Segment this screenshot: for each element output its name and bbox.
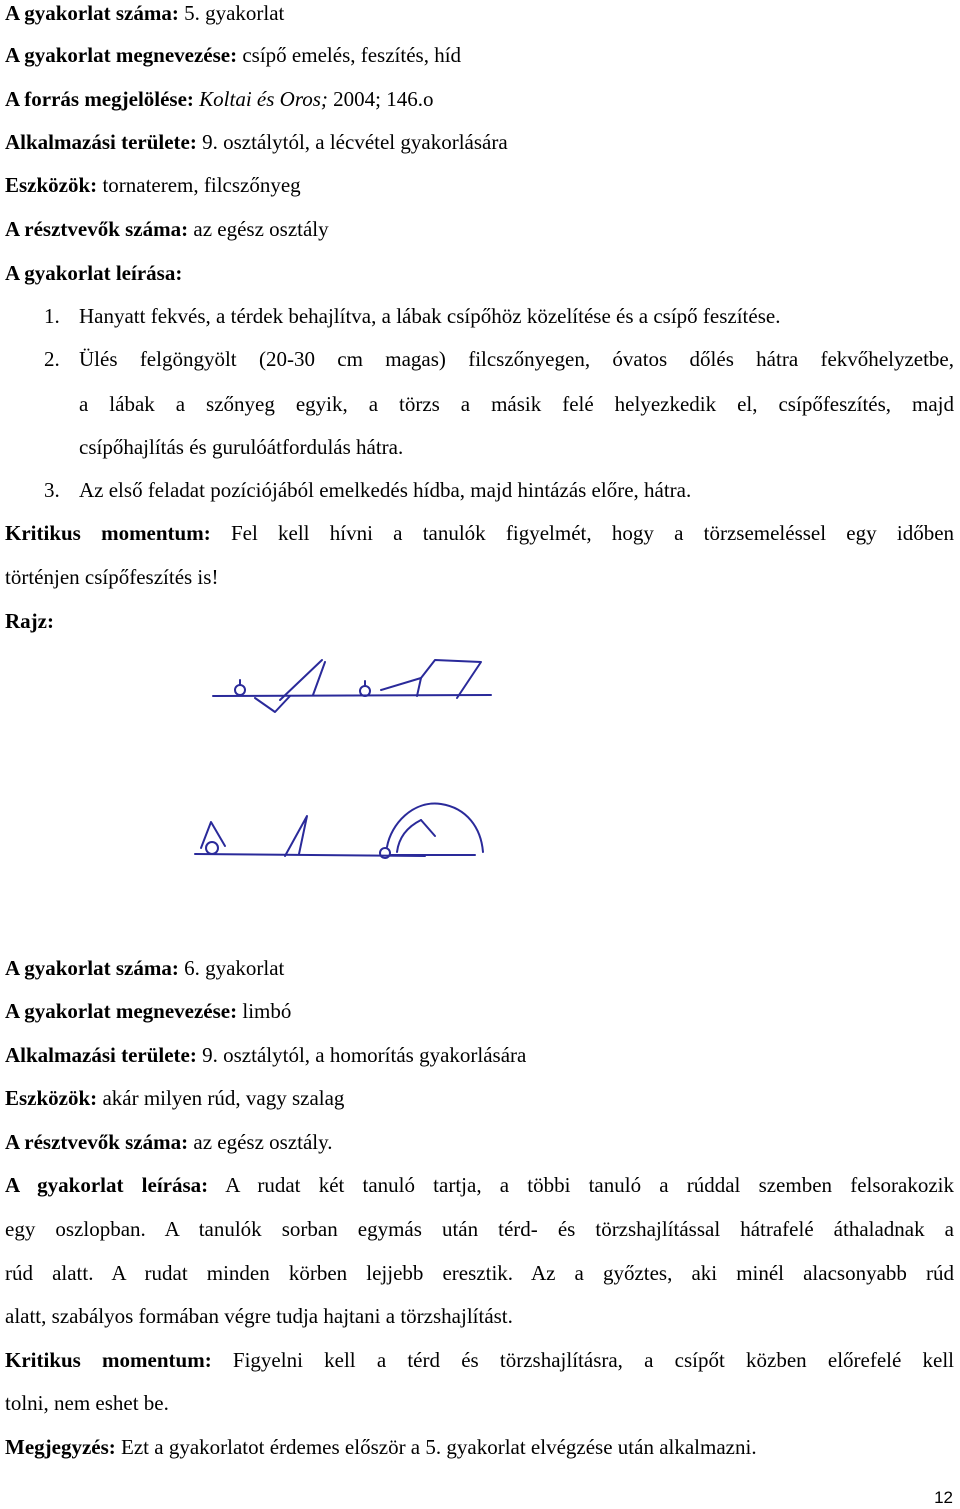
value: akár milyen rúd, vagy szalag [102,1086,345,1110]
value: 6. gyakorlat [184,956,285,980]
source-authors: Koltai és Oros; [199,87,328,111]
ex6-tools [5,1085,954,1111]
ex6-desc [5,1172,954,1198]
legs [255,696,290,712]
ex6-desc-line: alatt, szabályos formában végre tudja hajtani a törzshajlítást. [5,1304,513,1328]
ex5-number [5,0,954,26]
label: Kritikus momentum: [5,521,211,545]
step-line: Ülés felgöngyölt (20-30 cm magas) filcszőnyegen, óvatos dőlés hátra fekvőhelyzetbe, [79,347,954,371]
ex5-source [5,86,954,112]
value: Ezt a gyakorlatot érdemes először a 5. gyakorlat elvégzése után alkalmazni. [121,1435,757,1459]
value: 2004; 146.o [333,87,434,111]
leg [280,660,322,700]
ex5-desc-label [5,260,954,286]
value: limbó [242,999,292,1023]
step-number: 1. [44,304,60,328]
ex5-critical [5,520,954,546]
label: A résztvevők száma: [5,1130,189,1154]
ex5-name [5,42,954,68]
ex6-desc-line: egy oszlopban. A tanulók sorban egymás után térd- és törzshajlítással hátrafelé áthaladnak a [5,1217,954,1241]
label: Megjegyzés: [5,1435,116,1459]
ex5-tools [5,172,954,198]
label: Eszközök: [5,1086,98,1110]
ex6-desc-line: rúd alatt. A rudat minden körben lejjebb eresztik. Az a győztes, aki minél alacsonyabb rúd [5,1261,954,1285]
ex5-participants [5,216,954,242]
value: Figyelni kell a térd és törzshajlításra, a csípőt közben előrefelé kell [232,1348,955,1372]
ex6-area [5,1042,954,1068]
ex6-number [5,955,954,981]
value: A rudat két tanuló tartja, a többi tanuló a rúddal szemben felsorakozik [225,1173,954,1197]
ground-line [213,695,491,696]
ex5-area [5,129,954,155]
label: A gyakorlat megnevezése: [5,999,238,1023]
value: tornaterem, filcszőnyeg [102,173,301,197]
value: Fel kell hívni a tanulók figyelmét, hogy a törzsemeléssel egy időben [230,521,955,545]
label: A résztvevők száma: [5,217,189,241]
value: 5. gyakorlat [184,1,285,25]
ex6-critical-cont: tolni, nem eshet be. [5,1391,169,1415]
ex6-name [5,998,954,1024]
step-line: Az első feladat pozíciójából emelkedés hídba, majd hintázás előre, hátra. [79,478,692,502]
value: az egész osztály [193,217,329,241]
label: A gyakorlat száma: [5,956,179,980]
label: Alkalmazási területe: [5,130,197,154]
label: A forrás megjelölése: [5,87,194,111]
legs [285,816,307,856]
body-arc [387,804,483,852]
value: csípő emelés, feszítés, híd [242,43,462,67]
label: A gyakorlat megnevezése: [5,43,238,67]
ex6-participants [5,1129,954,1155]
ex6-critical [5,1347,954,1373]
step-line: csípőhajlítás és gurulóátfordulás hátra. [79,435,404,459]
torso [381,678,421,696]
label: A gyakorlat leírása: [5,261,183,285]
head [235,685,245,695]
step-number: 3. [44,478,60,502]
label: Eszközök: [5,173,98,197]
step-line: Hanyatt fekvés, a térdek behajlítva, a lábak csípőhöz közelítése és a csípő feszítése. [79,304,781,328]
label: Kritikus momentum: [5,1348,212,1372]
step-line: a lábak a szőnyeg egyik, a törzs a másik felé helyezkedik el, csípőfeszítés, majd [79,392,954,416]
label: Rajz: [5,609,54,633]
head [206,842,218,854]
ex6-note [5,1434,954,1460]
ex5-critical-cont: történjen csípőfeszítés is! [5,565,219,589]
value: 9. osztálytól, a lécvétel gyakorlására [202,130,508,154]
value: az egész osztály. [193,1130,333,1154]
label: A gyakorlat száma: [5,1,179,25]
label: Alkalmazási területe: [5,1043,197,1067]
ex5-drawing-label [5,608,954,634]
torso [201,822,225,848]
hips-legs [421,660,481,698]
label: A gyakorlat leírása: [5,1173,209,1197]
exercise-sketch [185,640,505,880]
value: 9. osztálytól, a homorítás gyakorlására [202,1043,527,1067]
page-number: 12 [934,1488,953,1507]
step-number: 2. [44,347,60,371]
